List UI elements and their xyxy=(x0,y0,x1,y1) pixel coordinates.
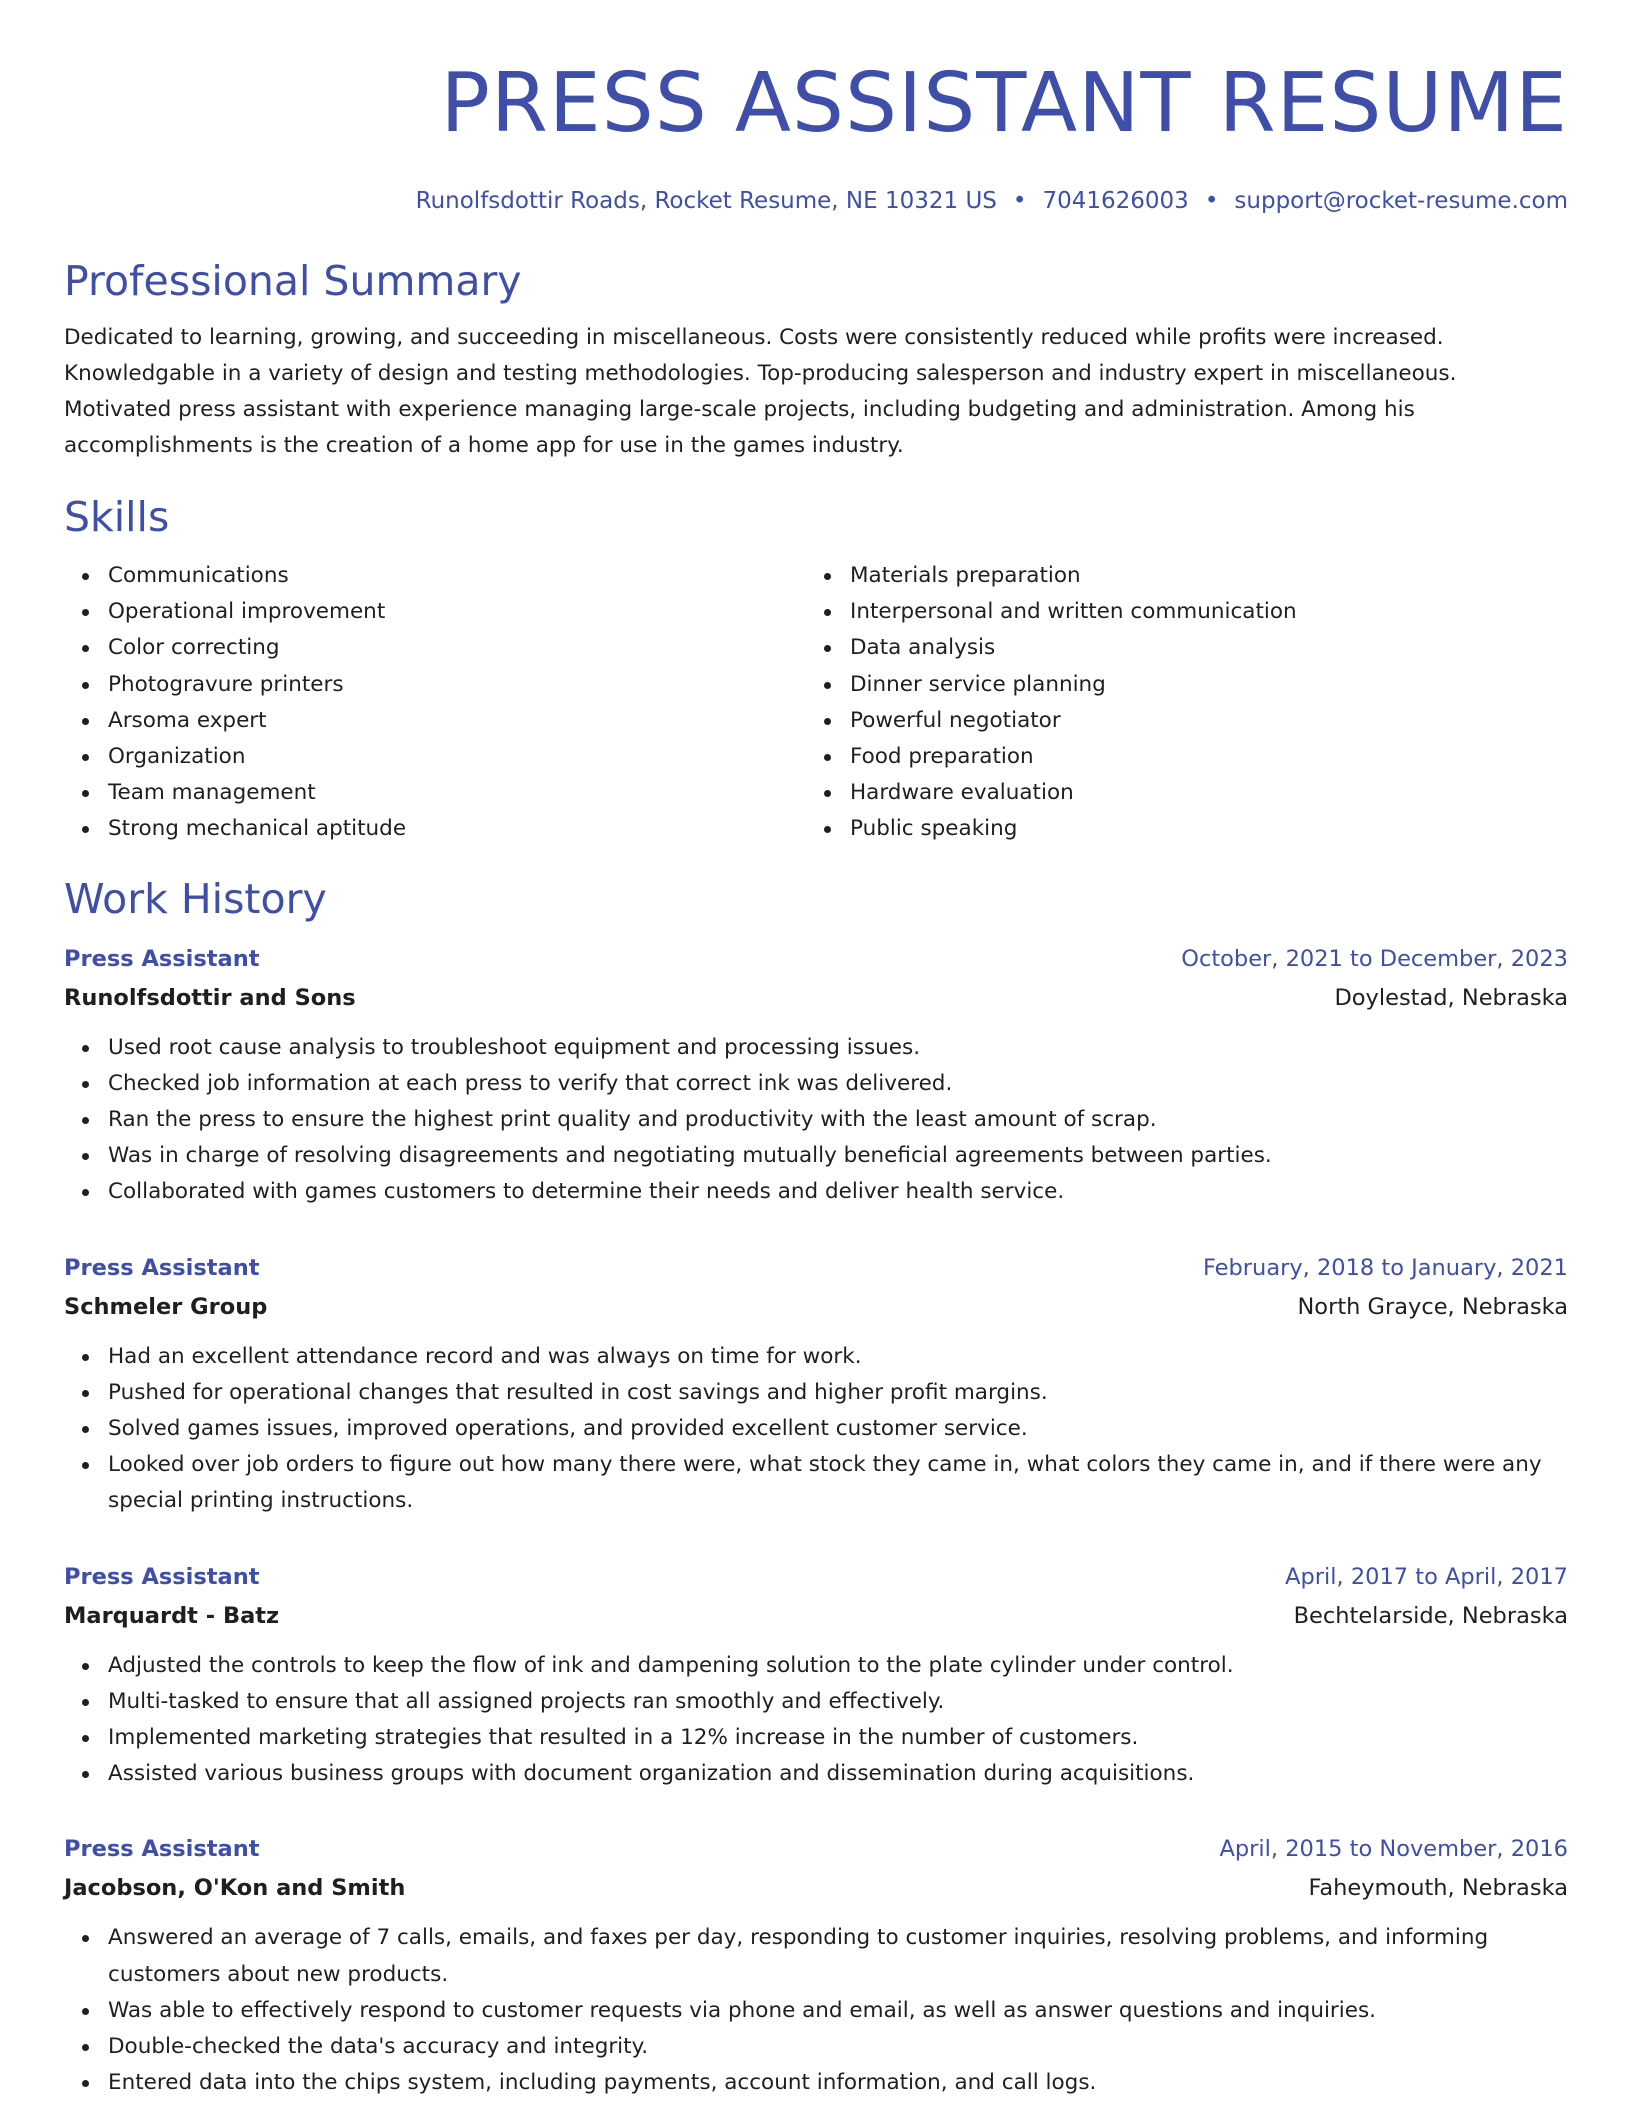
skills-heading: Skills xyxy=(64,493,170,541)
skill-item: Public speaking xyxy=(850,811,1568,847)
job-bullet: Had an excellent attendance record and was always on time for work. xyxy=(108,1339,1568,1375)
skill-item: Organization xyxy=(108,739,806,775)
job-location: Faheymouth, Nebraska xyxy=(1308,1875,1568,1902)
skill-item: Strong mechanical aptitude xyxy=(108,811,806,847)
work-history-heading: Work History xyxy=(64,874,327,923)
job-bullet: Checked job information at each press to verify that correct ink was delivered. xyxy=(108,1066,1568,1102)
job-dates: February, 2018 to January, 2021 xyxy=(1202,1254,1568,1281)
summary-heading: Professional Summary xyxy=(64,257,522,305)
job-bullet: Answered an average of 7 calls, emails, and faxes per day, responding to customer inquiries, resolving problems, and informing customers about new products. xyxy=(108,1920,1568,1992)
skill-item: Food preparation xyxy=(850,739,1568,775)
job-bullet: Collaborated with games customers to determine their needs and deliver health service. xyxy=(108,1174,1568,1210)
skill-item: Dinner service planning xyxy=(850,667,1568,703)
skill-item: Materials preparation xyxy=(850,558,1568,594)
job-bullet: Solved games issues, improved operations, and provided excellent customer service. xyxy=(108,1411,1568,1447)
company-name: Marquardt - Batz xyxy=(64,1602,280,1629)
skill-item: Color correcting xyxy=(108,630,806,666)
contact-separator: • xyxy=(1012,188,1027,214)
company-name: Runolfsdottir and Sons xyxy=(64,984,356,1011)
skills-column-right xyxy=(806,558,1568,848)
job-bullets xyxy=(64,1920,1568,2101)
skill-item: Hardware evaluation xyxy=(850,775,1568,811)
job-bullet: Double-checked the data's accuracy and integrity. xyxy=(108,2029,1568,2065)
job-bullet: Used root cause analysis to troubleshoot equipment and processing issues. xyxy=(108,1030,1568,1066)
job-entry xyxy=(64,1558,1568,1793)
job-bullet: Assisted various business groups with document organization and dissemination during acquisitions. xyxy=(108,1756,1568,1792)
job-title: Press Assistant xyxy=(64,1836,260,1863)
contact-line xyxy=(64,184,1568,218)
skill-item: Team management xyxy=(108,775,806,811)
job-title: Press Assistant xyxy=(64,1563,260,1590)
job-bullets xyxy=(64,1030,1568,1211)
job-location: Bechtelarside, Nebraska xyxy=(1293,1602,1568,1629)
job-bullet: Implemented marketing strategies that resulted in a 12% increase in the number of customers. xyxy=(108,1720,1568,1756)
job-bullets xyxy=(64,1648,1568,1793)
job-bullets xyxy=(64,1339,1568,1520)
job-entry xyxy=(64,1249,1568,1520)
job-bullet: Pushed for operational changes that resulted in cost savings and higher profit margins. xyxy=(108,1375,1568,1411)
summary-text: Dedicated to learning, growing, and succeeding in miscellaneous. Costs were consistently reduced while profits were increased. Knowledgable in a variety of design and testing methodologies. Top-producing salesperson and industry expert in miscellaneous. Motivated press assistant with experience managing large-scale projects, including budgeting and administration. Among his accomplishments is the creation of a home app for use in the games industry. xyxy=(64,325,1457,458)
job-bullet: Looked over job orders to figure out how many there were, what stock they came in, what colors they came in, and if there were any special printing instructions. xyxy=(108,1447,1568,1519)
job-bullet: Entered data into the chips system, including payments, account information, and call logs. xyxy=(108,2065,1568,2101)
skill-item: Operational improvement xyxy=(108,594,806,630)
skill-item: Data analysis xyxy=(850,630,1568,666)
job-dates: October, 2021 to December, 2023 xyxy=(1181,945,1568,972)
job-location: North Grayce, Nebraska xyxy=(1297,1293,1568,1320)
job-title: Press Assistant xyxy=(64,945,260,972)
skills-column-left xyxy=(64,558,806,848)
job-entry xyxy=(64,940,1568,1211)
job-location: Doylestad, Nebraska xyxy=(1334,984,1568,1011)
job-title: Press Assistant xyxy=(64,1254,260,1281)
page-title: PRESS ASSISTANT RESUME xyxy=(440,56,1568,151)
job-entry xyxy=(64,1830,1568,2101)
contact-address: Runolfsdottir Roads, Rocket Resume, NE 10321 US xyxy=(415,188,997,214)
job-dates: April, 2017 to April, 2017 xyxy=(1285,1563,1568,1590)
job-bullet: Ran the press to ensure the highest print quality and productivity with the least amount of scrap. xyxy=(108,1102,1568,1138)
contact-email: support@rocket-resume.com xyxy=(1234,188,1568,214)
skill-item: Arsoma expert xyxy=(108,703,806,739)
job-bullet: Adjusted the controls to keep the flow of ink and dampening solution to the plate cylinder under control. xyxy=(108,1648,1568,1684)
company-name: Schmeler Group xyxy=(64,1293,268,1320)
job-bullet: Was able to effectively respond to customer requests via phone and email, as well as answer questions and inquiries. xyxy=(108,1993,1568,2029)
job-bullet: Multi-tasked to ensure that all assigned projects ran smoothly and effectively. xyxy=(108,1684,1568,1720)
skill-item: Powerful negotiator xyxy=(850,703,1568,739)
contact-separator: • xyxy=(1204,188,1219,214)
company-name: Jacobson, O'Kon and Smith xyxy=(64,1875,406,1902)
job-bullet: Was in charge of resolving disagreements and negotiating mutually beneficial agreements between parties. xyxy=(108,1138,1568,1174)
contact-phone: 7041626003 xyxy=(1042,188,1189,214)
skill-item: Communications xyxy=(108,558,806,594)
skill-item: Interpersonal and written communication xyxy=(850,594,1568,630)
job-dates: April, 2015 to November, 2016 xyxy=(1219,1836,1568,1863)
skill-item: Photogravure printers xyxy=(108,667,806,703)
skills-list xyxy=(64,558,1568,848)
